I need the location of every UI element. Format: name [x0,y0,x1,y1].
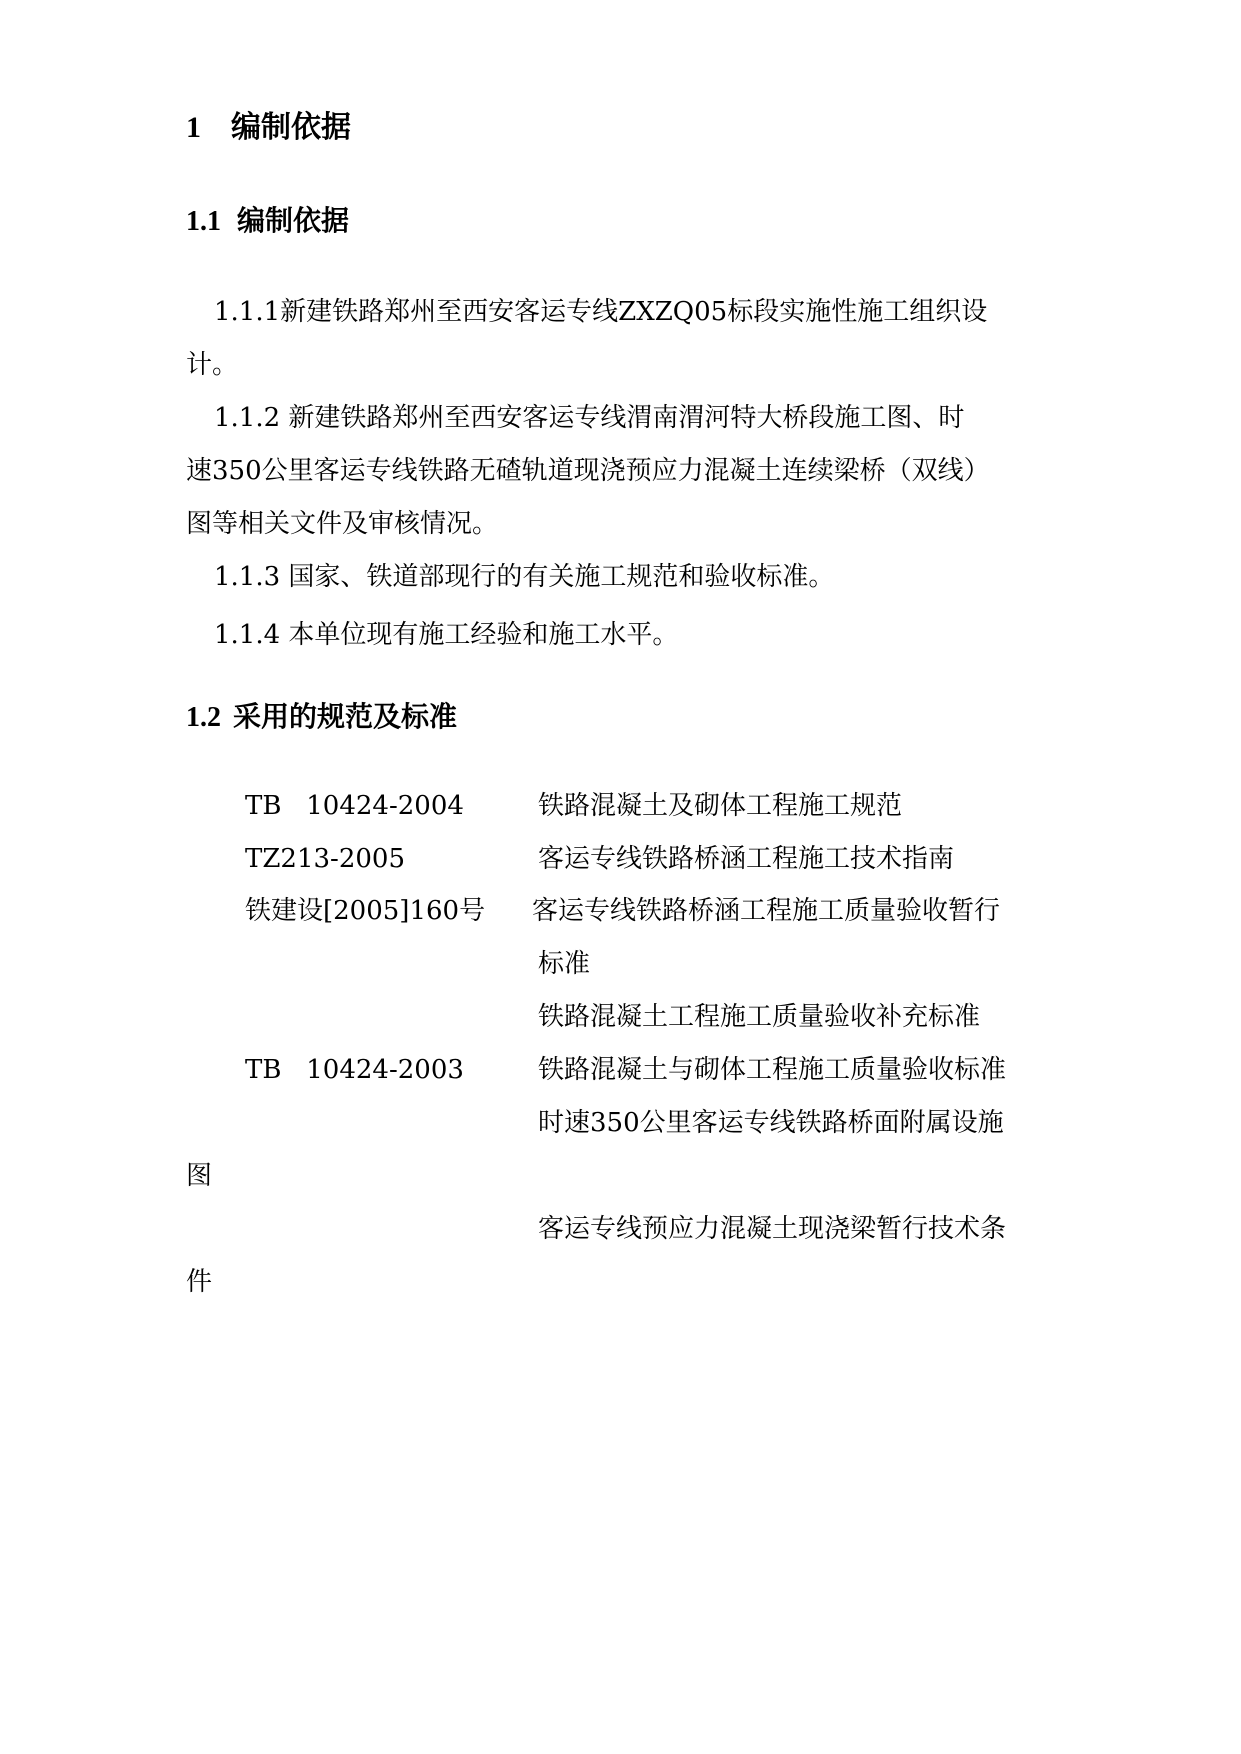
basis-item-3-line-1: 1.1.3 国家、铁道部现行的有关施工规范和验收标准。 [214,562,835,592]
standard-2-name: 客运专线铁路桥涵工程施工技术指南 [538,844,955,874]
basis-item-2-line-2: 速350公里客运专线铁路无碴轨道现浇预应力混凝土连续梁桥（双线） [186,456,990,486]
standard-5-name: 铁路混凝土与砌体工程施工质量验收标准 [538,1055,1007,1085]
basis-item-2-line-1: 1.1.2 新建铁路郑州至西安客运专线渭南渭河特大桥段施工图、时 [214,403,965,433]
standard-3-code: 铁建设[2005]160号 [245,896,486,926]
section-1-2-title: 采用的规范及标准 [233,700,458,733]
section-1-1-number: 1.1 [186,206,221,237]
standard-3-name-continuation: 标准 [538,949,591,979]
section-1-2-number: 1.2 [186,702,221,733]
section-1-1-title: 编制依据 [237,204,350,237]
section-1-heading [186,108,351,148]
standard-6-name-continuation: 图 [186,1161,213,1191]
standard-5-code: TB 10424-2003 [245,1055,464,1085]
section-1-title: 编制依据 [231,110,351,145]
standard-3-name: 客运专线铁路桥涵工程施工质量验收暂行 [532,896,1001,926]
standard-6-name: 时速350公里客运专线铁路桥面附属设施 [538,1108,1004,1138]
section-1-number: 1 [186,111,201,144]
standard-1-name: 铁路混凝土及砌体工程施工规范 [538,791,903,821]
basis-item-2-line-3: 图等相关文件及审核情况。 [186,509,499,539]
section-1-2-heading [186,697,457,738]
standard-4-name: 铁路混凝土工程施工质量验收补充标准 [538,1002,981,1032]
basis-item-1-line-2: 计。 [186,350,239,380]
basis-item-1-line-1: 1.1.1新建铁路郑州至西安客运专线ZXZQ05标段实施性施工组织设 [214,297,988,327]
standard-2-code: TZ213-2005 [245,844,405,874]
standard-1-code: TB 10424-2004 [245,791,464,821]
standard-7-name-continuation: 件 [186,1267,213,1297]
section-1-1-heading [186,201,349,242]
standard-7-name: 客运专线预应力混凝土现浇梁暂行技术条 [538,1214,1007,1244]
basis-item-4-line-1: 1.1.4 本单位现有施工经验和施工水平。 [214,620,679,650]
